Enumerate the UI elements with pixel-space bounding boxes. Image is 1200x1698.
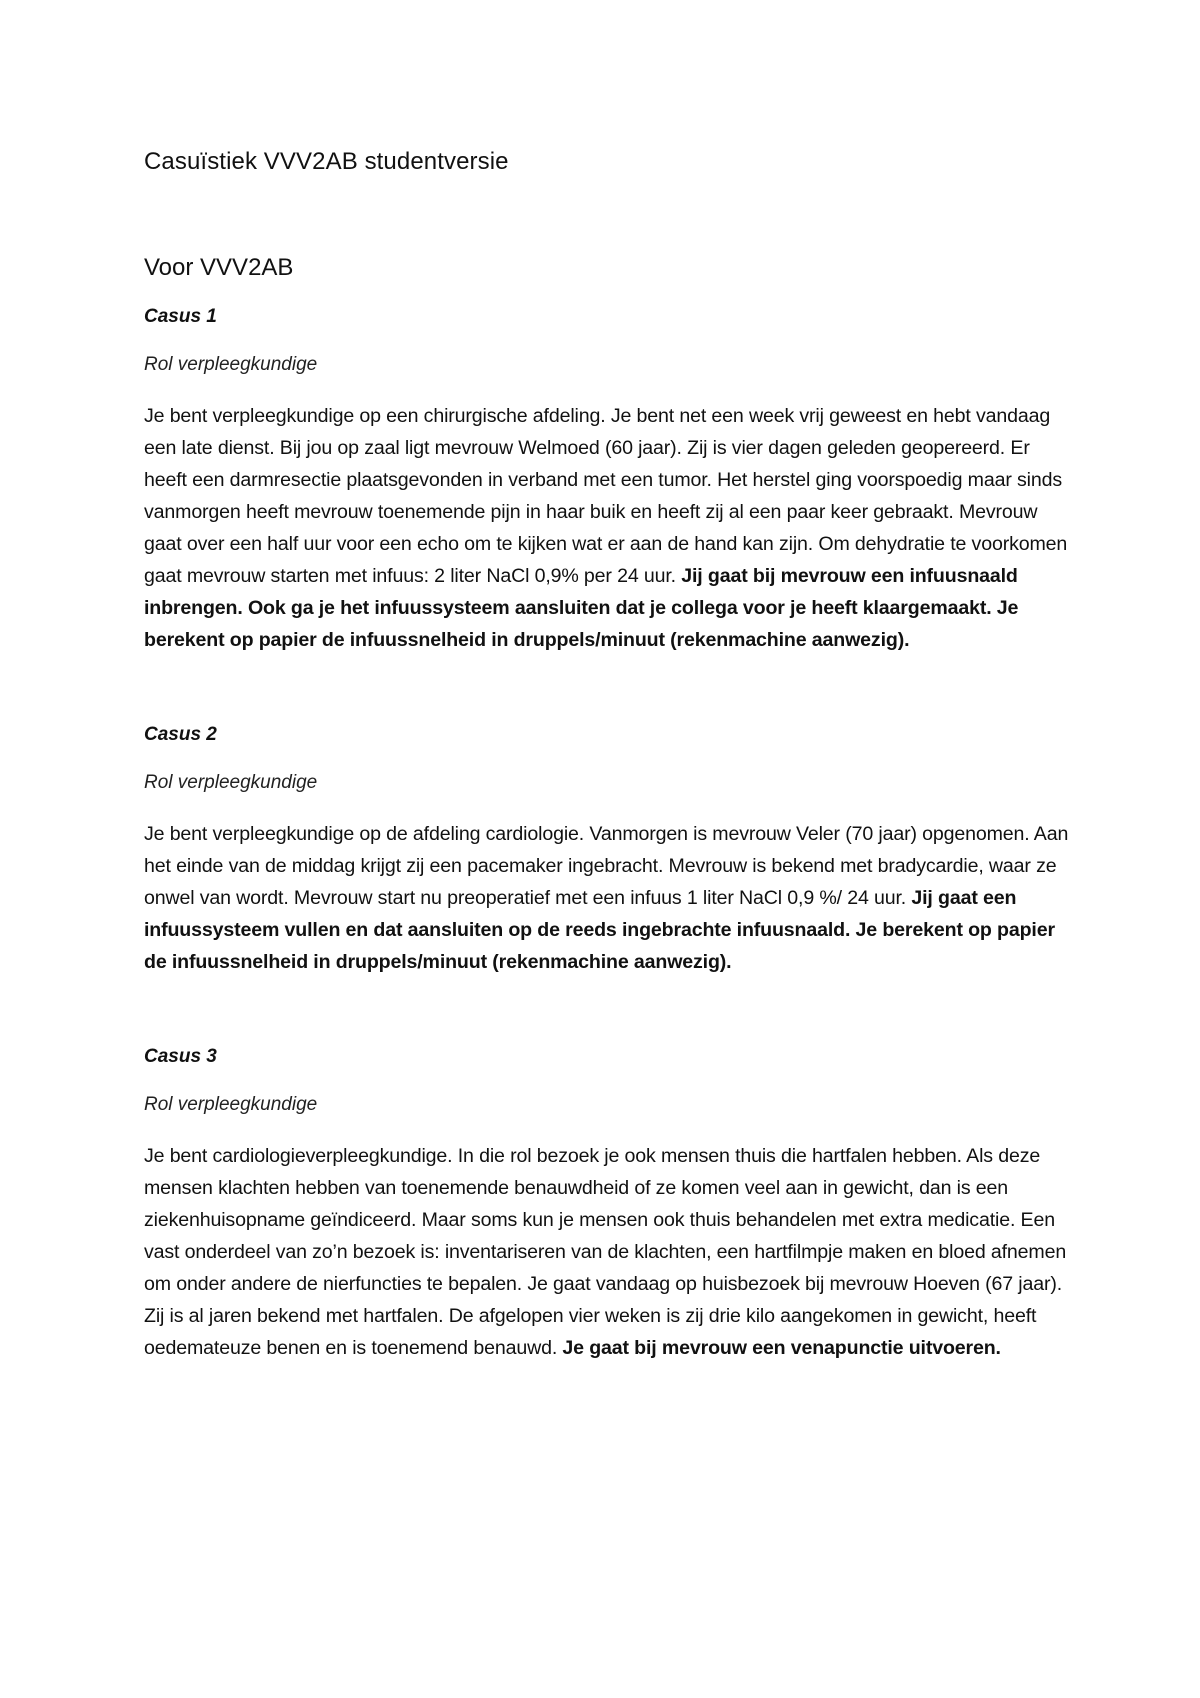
casus-body xyxy=(144,400,1074,656)
casus-role: Rol verpleegkundige xyxy=(144,354,318,375)
casus-role: Rol verpleegkundige xyxy=(144,1094,318,1115)
document-title: Casuïstiek VVV2AB studentversie xyxy=(144,148,509,175)
casus-3 xyxy=(144,1044,1074,1364)
casus-title: Casus 2 xyxy=(144,724,217,745)
casus-1 xyxy=(144,304,1074,656)
document-content xyxy=(144,146,1074,1364)
casus-body xyxy=(144,818,1074,978)
casus-body-assignment: Jij gaat een infuussysteem vullen en dat aansluiten op de reeds ingebrachte infuusnaald. Je berekent op papier de infuussnelheid in druppels/minuut (rekenmachine aanwezig). xyxy=(144,887,1055,973)
casus-body-text: Je bent verpleegkundige op de afdeling cardiologie. Vanmorgen is mevrouw Veler (70 jaar) opgenomen. Aan het einde van de middag krijgt zij een pacemaker ingebracht. Mevrouw is bekend met bradycardie, waar ze onwel van wordt. Mevrouw start nu preoperatief met een infuus 1 liter NaCl 0,9 %/ 24 uur. xyxy=(144,823,1069,909)
casus-body xyxy=(144,1140,1074,1364)
casus-title: Casus 1 xyxy=(144,306,217,327)
casus-body-text: Je bent cardiologieverpleegkundige. In die rol bezoek je ook mensen thuis die hartfalen hebben. Als deze mensen klachten hebben van toenemende benauwdheid of ze komen veel aan in gewicht, dan is een ziekenhuisopname geïndiceerd. Maar soms kun je mensen ook thuis behandelen met extra medicatie. Een vast onderdeel van zo’n bezoek is: inventariseren van de klachten, een hartfilmpje maken en bloed afnemen om onder andere de nierfuncties te bepalen. Je gaat vandaag op huisbezoek bij mevrouw Hoeven (67 jaar). Zij is al jaren bekend met hartfalen. De afgelopen vier weken is zij drie kilo aangekomen in gewicht, heeft oedemateuze benen en is toenemend benauwd. xyxy=(144,1145,1067,1359)
casus-body-assignment: Je gaat bij mevrouw een venapunctie uitvoeren. xyxy=(562,1337,1001,1359)
casus-title: Casus 3 xyxy=(144,1046,217,1067)
section-heading: Voor VVV2AB xyxy=(144,254,294,281)
casus-body-text: Je bent verpleegkundige op een chirurgische afdeling. Je bent net een week vrij geweest en hebt vandaag een late dienst. Bij jou op zaal ligt mevrouw Welmoed (60 jaar). Zij is vier dagen geleden geopereerd. Er heeft een darmresectie plaatsgevonden in verband met een tumor. Het herstel ging voorspoedig maar sinds vanmorgen heeft mevrouw toenemende pijn in haar buik en heeft zij al een paar keer gebraakt. Mevrouw gaat over een half uur voor een echo om te kijken wat er aan de hand kan zijn. Om dehydratie te voorkomen gaat mevrouw starten met infuus: 2 liter NaCl 0,9% per 24 uur. xyxy=(144,405,1068,587)
casus-2 xyxy=(144,722,1074,978)
casus-body-assignment: Jij gaat bij mevrouw een infuusnaald inbrengen. Ook ga je het infuussysteem aansluiten dat je collega voor je heeft klaargemaakt. Je berekent op papier de infuussnelheid in druppels/minuut (rekenmachine aanwezig). xyxy=(144,565,1019,651)
casus-role: Rol verpleegkundige xyxy=(144,772,318,793)
